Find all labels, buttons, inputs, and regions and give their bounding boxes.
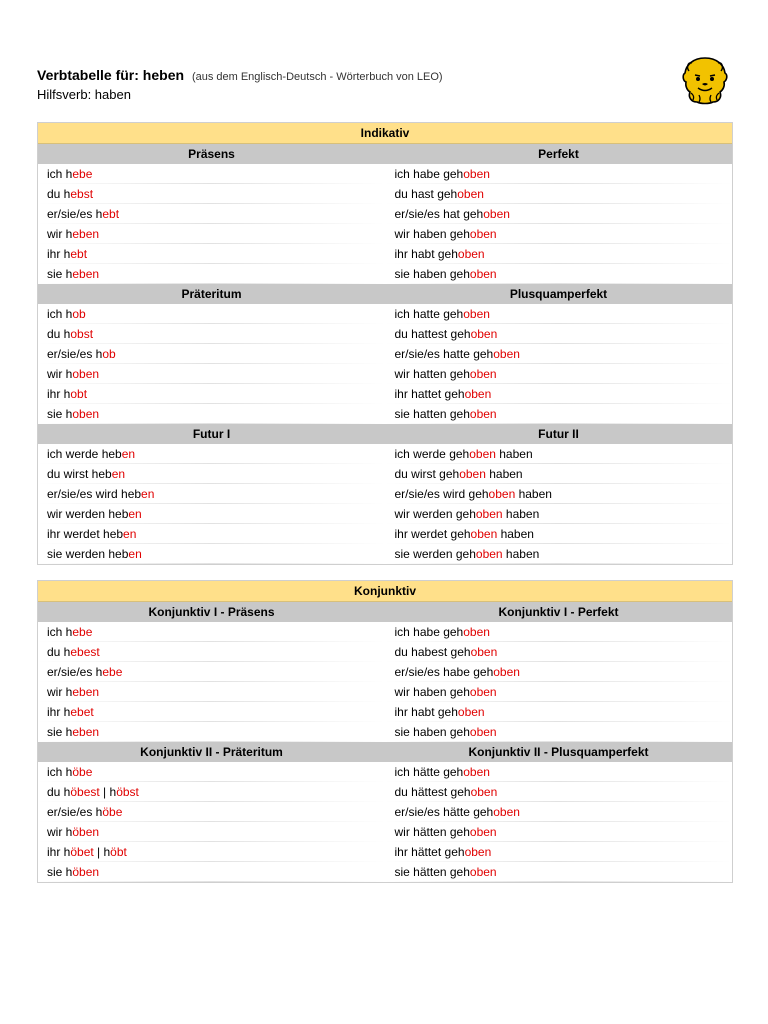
verb-stem: ihr h — [47, 845, 71, 859]
verb-stem: ihr habt geh — [394, 247, 458, 261]
conjugation-cell — [385, 642, 733, 662]
conjugation-cell — [385, 204, 733, 224]
highlighted-ending: oben — [493, 347, 520, 361]
conjugation-row — [38, 384, 732, 404]
highlighted-ending: oben — [469, 227, 497, 241]
highlighted-ending: oben — [72, 367, 100, 381]
verb-stem: ich hätte geh — [394, 765, 464, 779]
verb-stem: ihr habt geh — [394, 705, 458, 719]
conjugation-cell — [385, 662, 733, 682]
conjugation-cell — [38, 464, 385, 484]
tense-title: Perfekt — [538, 147, 579, 161]
conjugation-cell — [385, 384, 733, 404]
conjugation-cell — [385, 484, 733, 504]
tense-title: Konjunktiv I - Präsens — [148, 605, 275, 619]
tense-title: Futur II — [538, 427, 579, 441]
conjugation-cell — [385, 622, 733, 642]
conjugation-row — [38, 444, 732, 464]
conjugation-row — [38, 702, 732, 722]
verb-stem: er/sie/es h — [47, 347, 103, 361]
highlighted-ending: oben — [459, 467, 486, 481]
verb-stem: ich habe geh — [394, 167, 464, 181]
conjugation-cell — [38, 184, 385, 204]
highlighted-ending: oben — [463, 765, 490, 779]
verb-stem: sie werden heb — [47, 547, 129, 561]
conjugation-cell — [385, 862, 733, 882]
conjugation-row — [38, 842, 732, 862]
highlighted-ending: ebet — [70, 705, 94, 719]
section-title: Konjunktiv — [38, 581, 732, 602]
conjugation-cell — [38, 224, 385, 244]
highlighted-ending: oben — [483, 207, 510, 221]
verb-stem: sie haben geh — [394, 267, 470, 281]
highlighted-ending: obst — [70, 327, 94, 341]
highlighted-ending: en — [128, 507, 142, 521]
verb-stem: ich hatte geh — [394, 307, 464, 321]
verb-stem: er/sie/es wird heb — [47, 487, 142, 501]
verb-stem: du habest geh — [394, 645, 471, 659]
conjugation-row — [38, 404, 732, 424]
highlighted-ending: oben — [469, 447, 496, 461]
verb-stem: sie h — [47, 725, 73, 739]
conjugation-row — [38, 344, 732, 364]
conjugation-cell — [38, 642, 385, 662]
highlighted-ending: oben — [463, 167, 490, 181]
highlighted-ending: oben — [470, 785, 498, 799]
conjugation-cell — [38, 384, 385, 404]
tense-title: Präteritum — [181, 287, 242, 301]
conjugation-cell — [38, 544, 385, 564]
conjugation-cell — [38, 802, 385, 822]
highlighted-ending: eben — [72, 725, 100, 739]
conjugation-cell — [385, 304, 733, 324]
verb-stem: ich h — [47, 167, 73, 181]
highlighted-ending: ebest — [70, 645, 100, 659]
highlighted-ending: oben — [457, 187, 484, 201]
verb-stem: du h — [47, 645, 71, 659]
conjugation-cell — [385, 544, 733, 564]
highlighted-ending: oben — [470, 327, 498, 341]
conjugation-cell — [385, 762, 733, 782]
verb-stem: ihr hattet geh — [394, 387, 465, 401]
conjugation-row — [38, 304, 732, 324]
verb-stem: haben — [502, 547, 540, 561]
highlighted-ending: oben — [463, 625, 490, 639]
tense-title: Konjunktiv II - Präteritum — [140, 745, 283, 759]
verb-stem: wir h — [47, 685, 73, 699]
conjugation-cell — [385, 722, 733, 742]
verb-stem: ich habe geh — [394, 625, 464, 639]
highlighted-ending: öbest — [70, 785, 100, 799]
title-line — [37, 67, 443, 86]
conjugation-cell — [38, 702, 385, 722]
highlighted-ending: ebt — [102, 207, 120, 221]
conjugation-row — [38, 264, 732, 284]
conjugation-cell — [385, 264, 733, 284]
conjugation-row — [38, 184, 732, 204]
page-header — [37, 67, 443, 103]
tense-header-row — [38, 424, 732, 444]
highlighted-ending: öbe — [72, 765, 93, 779]
highlighted-ending: ebe — [102, 665, 123, 679]
highlighted-ending: en — [141, 487, 155, 501]
verb-stem: er/sie/es h — [47, 665, 103, 679]
highlighted-ending: oben — [469, 865, 497, 879]
conjugation-cell — [385, 404, 733, 424]
highlighted-ending: öbst — [116, 785, 139, 799]
highlighted-ending: öbt — [110, 845, 127, 859]
indikativ-section — [37, 122, 733, 565]
verb-stem: wir werden geh — [394, 507, 476, 521]
verb-stem: du hast geh — [394, 187, 458, 201]
tense-title: Präsens — [188, 147, 235, 161]
conjugation-cell — [385, 524, 733, 544]
verb-stem: ich h — [47, 765, 73, 779]
conjugation-row — [38, 164, 732, 184]
conjugation-cell — [38, 404, 385, 424]
verb-stem: du h — [47, 187, 71, 201]
highlighted-ending: öbet — [70, 845, 94, 859]
highlighted-ending: oben — [470, 527, 498, 541]
conjugation-cell — [38, 524, 385, 544]
verb-stem: haben — [497, 527, 534, 541]
verb-stem: er/sie/es h — [47, 805, 103, 819]
highlighted-ending: oben — [493, 805, 520, 819]
conjugation-cell — [38, 264, 385, 284]
conjugation-cell — [385, 244, 733, 264]
highlighted-ending: oben — [469, 685, 497, 699]
conjugation-row — [38, 524, 732, 544]
conjugation-cell — [38, 304, 385, 324]
highlighted-ending: ob — [72, 307, 86, 321]
verb-stem: ihr h — [47, 387, 71, 401]
highlighted-ending: eben — [72, 267, 100, 281]
verb-stem: wir haben geh — [394, 685, 470, 699]
verb-stem: du hattest geh — [394, 327, 471, 341]
verb-stem: wir werden heb — [47, 507, 129, 521]
conjugation-cell — [38, 444, 385, 464]
verb-stem: du wirst geh — [394, 467, 460, 481]
conjugation-cell — [38, 364, 385, 384]
conjugation-row — [38, 682, 732, 702]
conjugation-cell — [385, 504, 733, 524]
highlighted-ending: ebe — [72, 167, 93, 181]
conjugation-cell — [385, 164, 733, 184]
conjugation-row — [38, 484, 732, 504]
highlighted-ending: ob — [102, 347, 116, 361]
verb-stem: sie hatten geh — [394, 407, 470, 421]
verb-stem: er/sie/es h — [47, 207, 103, 221]
tense-header-row — [38, 144, 732, 164]
verb-stem: du hättest geh — [394, 785, 471, 799]
conjugation-cell — [385, 822, 733, 842]
highlighted-ending: en — [121, 447, 136, 461]
conjugation-row — [38, 822, 732, 842]
verb-stem: sie werden geh — [394, 547, 476, 561]
verb-stem: ihr werdet heb — [47, 527, 124, 541]
highlighted-ending: eben — [72, 227, 100, 241]
conjugation-row — [38, 622, 732, 642]
conjugation-cell — [385, 782, 733, 802]
conjugation-row — [38, 544, 732, 564]
verb-stem: sie h — [47, 267, 73, 281]
conjugation-cell — [385, 802, 733, 822]
highlighted-ending: oben — [488, 487, 516, 501]
verb-stem: wir h — [47, 367, 73, 381]
highlighted-ending: oben — [469, 367, 497, 381]
conjugation-row — [38, 224, 732, 244]
verb-stem: ihr h — [47, 247, 71, 261]
conjugation-cell — [385, 344, 733, 364]
conjugation-cell — [385, 464, 733, 484]
konjunktiv-section — [37, 580, 733, 883]
conjugation-row — [38, 782, 732, 802]
conjugation-cell — [385, 842, 733, 862]
highlighted-ending: obt — [70, 387, 88, 401]
tense-title: Konjunktiv II - Plusquamperfekt — [468, 745, 649, 759]
conjugation-cell — [385, 364, 733, 384]
verb-stem: haben — [485, 467, 523, 481]
verb-stem: | h — [93, 845, 111, 859]
tense-header-row — [38, 742, 732, 762]
highlighted-ending: öbe — [102, 805, 123, 819]
verb-stem: ich h — [47, 307, 73, 321]
conjugation-row — [38, 204, 732, 224]
verb-stem: er/sie/es wird geh — [394, 487, 489, 501]
highlighted-ending: en — [111, 467, 126, 481]
conjugation-cell — [38, 344, 385, 364]
highlighted-ending: oben — [469, 725, 497, 739]
conjugation-cell — [38, 682, 385, 702]
page-title: Verbtabelle für: heben — [37, 67, 185, 83]
verb-stem: haben — [495, 447, 533, 461]
conjugation-cell — [38, 782, 385, 802]
auxiliary-verb: Hilfsverb: haben — [37, 87, 131, 102]
conjugation-row — [38, 662, 732, 682]
highlighted-ending: oben — [469, 825, 497, 839]
verb-stem: er/sie/es hatte geh — [394, 347, 494, 361]
conjugation-cell — [38, 504, 385, 524]
highlighted-ending: oben — [457, 247, 485, 261]
conjugation-cell — [38, 842, 385, 862]
verb-stem: ich werde geh — [394, 447, 470, 461]
highlighted-ending: oben — [469, 267, 497, 281]
highlighted-ending: oben — [470, 645, 498, 659]
conjugation-row — [38, 244, 732, 264]
highlighted-ending: oben — [493, 665, 520, 679]
conjugation-row — [38, 642, 732, 662]
conjugation-cell — [385, 324, 733, 344]
highlighted-ending: oben — [72, 407, 100, 421]
conjugation-row — [38, 464, 732, 484]
leo-lion-logo-icon — [681, 55, 729, 105]
conjugation-cell — [38, 324, 385, 344]
section-title: Indikativ — [38, 123, 732, 144]
highlighted-ending: oben — [475, 507, 503, 521]
verb-stem: | h — [99, 785, 117, 799]
conjugation-row — [38, 364, 732, 384]
highlighted-ending: eben — [72, 685, 100, 699]
verb-stem: du h — [47, 785, 71, 799]
verb-stem: du wirst heb — [47, 467, 112, 481]
conjugation-row — [38, 722, 732, 742]
highlighted-ending: öben — [72, 865, 100, 879]
verb-stem: wir hätten geh — [394, 825, 470, 839]
verb-stem: haben — [515, 487, 552, 501]
conjugation-cell — [38, 204, 385, 224]
conjugation-cell — [385, 702, 733, 722]
verb-stem: er/sie/es hat geh — [394, 207, 484, 221]
highlighted-ending: en — [123, 527, 137, 541]
verb-stem: haben — [502, 507, 540, 521]
conjugation-cell — [38, 622, 385, 642]
verb-stem: wir h — [47, 227, 73, 241]
conjugation-cell — [38, 164, 385, 184]
tense-header-row — [38, 284, 732, 304]
conjugation-cell — [38, 484, 385, 504]
conjugation-cell — [38, 722, 385, 742]
conjugation-cell — [38, 244, 385, 264]
highlighted-ending: oben — [475, 547, 503, 561]
highlighted-ending: oben — [469, 407, 497, 421]
conjugation-row — [38, 862, 732, 882]
verb-stem: ich werde heb — [47, 447, 122, 461]
conjugation-row — [38, 504, 732, 524]
highlighted-ending: ebe — [72, 625, 93, 639]
verb-stem: sie h — [47, 865, 73, 879]
verb-stem: wir haben geh — [394, 227, 470, 241]
page-subtitle: (aus dem Englisch-Deutsch - Wörterbuch von LEO) — [191, 71, 443, 83]
conjugation-cell — [38, 822, 385, 842]
verb-stem: sie haben geh — [394, 725, 470, 739]
highlighted-ending: öben — [72, 825, 100, 839]
verb-stem: ich h — [47, 625, 73, 639]
conjugation-cell — [385, 224, 733, 244]
verb-stem: er/sie/es hätte geh — [394, 805, 494, 819]
tense-title: Konjunktiv I - Perfekt — [498, 605, 619, 619]
verb-stem: wir h — [47, 825, 73, 839]
verb-stem: ihr werdet geh — [394, 527, 471, 541]
tense-title: Futur I — [192, 427, 231, 441]
highlighted-ending: oben — [464, 845, 492, 859]
highlighted-ending: ebst — [70, 187, 94, 201]
verb-stem: sie hätten geh — [394, 865, 470, 879]
verb-stem: sie h — [47, 407, 73, 421]
highlighted-ending: oben — [457, 705, 485, 719]
verb-stem: ihr hättet geh — [394, 845, 465, 859]
conjugation-row — [38, 324, 732, 344]
highlighted-ending: oben — [463, 307, 490, 321]
conjugation-cell — [38, 662, 385, 682]
highlighted-ending: en — [128, 547, 142, 561]
verb-stem: du h — [47, 327, 71, 341]
highlighted-ending: oben — [464, 387, 492, 401]
conjugation-cell — [38, 862, 385, 882]
verb-stem: wir hatten geh — [394, 367, 470, 381]
conjugation-cell — [385, 444, 733, 464]
conjugation-cell — [385, 184, 733, 204]
highlighted-ending: ebt — [70, 247, 88, 261]
conjugation-row — [38, 802, 732, 822]
verb-stem: er/sie/es habe geh — [394, 665, 494, 679]
conjugation-cell — [385, 682, 733, 702]
verb-stem: ihr h — [47, 705, 71, 719]
conjugation-row — [38, 762, 732, 782]
tense-header-row — [38, 602, 732, 622]
conjugation-cell — [38, 762, 385, 782]
tense-title: Plusquamperfekt — [509, 287, 608, 301]
